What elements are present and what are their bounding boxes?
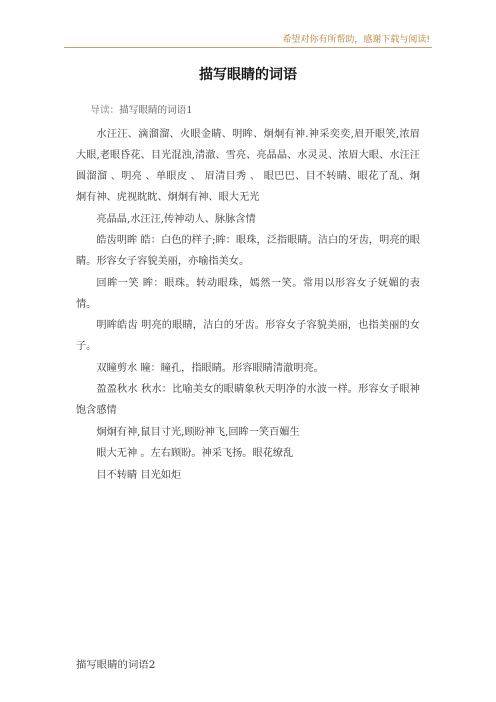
document-body (76, 100, 420, 486)
paragraph-7: 盈盈秋水 秋水：比喻美女的眼睛象秋天明净的水波一样。形容女子眼神饱含感情 (76, 384, 420, 416)
intro-line (76, 100, 420, 121)
paragraph-4: 回眸一笑 眸：眼珠。转动眼珠，嫣然一笑。常用以形容女子妩媚的表情。 (76, 277, 420, 310)
paragraph-2: 亮晶晶,水汪汪,传神动人、脉脉含情 (96, 213, 256, 225)
header-note: 希望对你有所帮助，感谢下载与阅读! (282, 35, 430, 45)
paragraph-9: 眼大无神 。左右顾盼。神采飞扬。眼花缭乱 (96, 448, 294, 459)
header-rule (64, 47, 432, 48)
paragraph-6: 双瞳剪水 瞳：瞳孔，指眼睛。形容眼睛清澈明亮。 (96, 362, 324, 374)
paragraph-5: 明眸皓齿 明亮的眼睛，洁白的牙齿。形容女子容貌美丽，也指美丽的女子。 (76, 320, 420, 352)
paragraph-8: 炯炯有神,鼠目寸光,顾盼神飞,回眸一笑百媚生 (96, 426, 300, 438)
intro-label: 导读： (90, 105, 120, 116)
section-heading: 描写眼睛的词语2 (76, 659, 156, 671)
paragraph-3: 皓齿明眸 皓：白色的样子;眸：眼珠，泛指眼睛。洁白的牙齿，明亮的眼睛。形容女子容貌美丽，亦喻指美女。 (76, 235, 420, 267)
page-title: 描写眼睛的词语 (199, 67, 297, 83)
paragraph-10: 目不转睛 目光如炬 (96, 469, 182, 481)
paragraph-1: 水汪汪、滴溜溜、火眼金睛、明眸、炯炯有神.神采奕奕,眉开眼笑,浓眉大眼,老眼昏花、目光混浊,清澈、雪亮、亮晶晶、水灵灵、浓眉大眼、水汪汪 圆溜溜 、明亮 、单眼皮 、 眉清目秀 、 眼巴巴、目不转睛、眼花了乱、炯炯有神、虎视眈眈、炯炯有神、眼大无光 (76, 129, 420, 203)
intro-text: 描写眼睛的词语1 (119, 105, 193, 116)
